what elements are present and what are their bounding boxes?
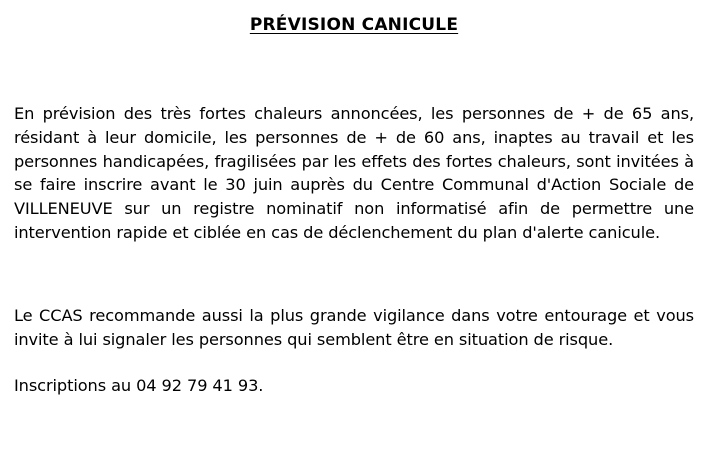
document-page xyxy=(14,0,694,451)
page-title xyxy=(14,13,694,37)
paragraph-phone: Inscriptions au 04 92 79 41 93. xyxy=(14,376,264,395)
paragraph-vigilance: Le CCAS recommande aussi la plus grande vigilance dans votre entourage et vous invite à lui signaler les personnes qui semblent être en situation de risque. xyxy=(14,306,694,349)
page-title-text: PRÉVISION CANICULE xyxy=(249,15,459,35)
paragraph-registration: En prévision des très fortes chaleurs annoncées, les personnes de + de 65 ans, résidant à leur domicile, les personnes de + de 60 ans, inaptes au travail et les personnes handicapées, fragilisées par les effets des fortes chaleurs, sont invitées à se faire inscrire avant le 30 juin auprès du Centre Communal d'Action Sociale de VILLENEUVE sur un registre nominatif non informatisé afin de permettre une intervention rapide et ciblée en cas de déclenchement du plan d'alerte canicule. xyxy=(14,104,694,242)
